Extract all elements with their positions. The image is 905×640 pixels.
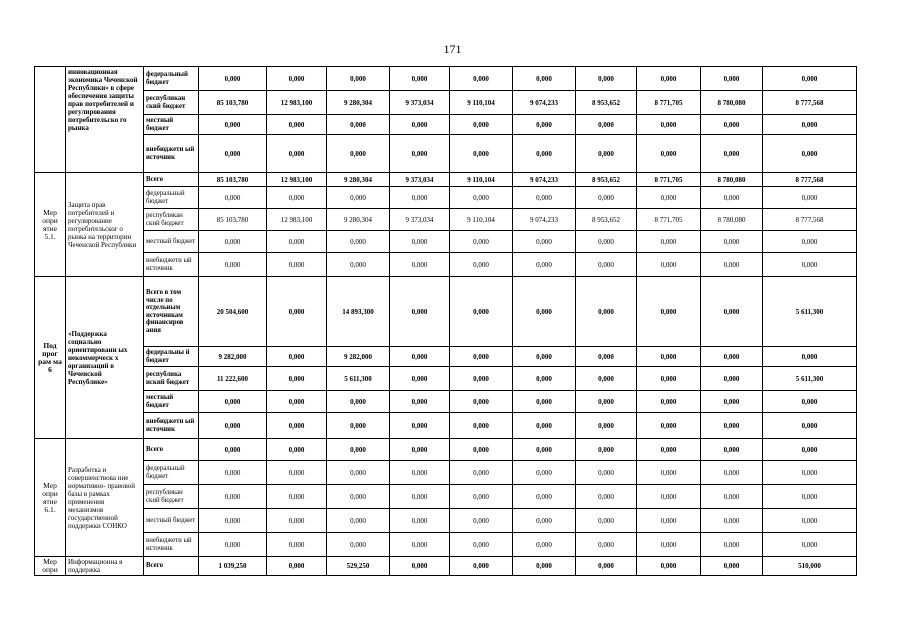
- amount-cell: 8 953,652: [576, 91, 637, 115]
- amount-cell: 0,000: [513, 67, 576, 91]
- amount-cell: 0,000: [267, 509, 327, 533]
- amount-cell: 0,000: [267, 347, 327, 367]
- table-row: [35, 135, 857, 173]
- table-row: [35, 91, 857, 115]
- amount-cell: 0,000: [267, 187, 327, 209]
- amount-cell: 0,000: [390, 557, 450, 576]
- amount-cell: 0,000: [637, 253, 701, 277]
- amount-cell: 0,000: [763, 135, 857, 173]
- funding-source-cell: республика нский бюджет: [144, 367, 199, 391]
- amount-cell: 0,000: [513, 413, 576, 439]
- amount-cell: 0,000: [450, 135, 513, 173]
- amount-cell: 0,000: [637, 115, 701, 135]
- program-name-cell: Информационна я поддержка: [66, 557, 144, 576]
- amount-cell: 0,000: [513, 187, 576, 209]
- amount-cell: 0,000: [701, 277, 763, 347]
- amount-cell: 0,000: [450, 485, 513, 509]
- amount-cell: 9 074,233: [513, 91, 576, 115]
- amount-cell: 8 953,652: [576, 173, 637, 187]
- program-code-cell: Мер опри ятие 6.1.: [35, 439, 66, 557]
- amount-cell: 0,000: [390, 509, 450, 533]
- amount-cell: 0,000: [701, 115, 763, 135]
- amount-cell: 0,000: [637, 187, 701, 209]
- table-row: [35, 231, 857, 253]
- page-number: 171: [443, 42, 462, 56]
- amount-cell: 0,000: [576, 67, 637, 91]
- amount-cell: 0,000: [576, 277, 637, 347]
- amount-cell: 0,000: [267, 485, 327, 509]
- amount-cell: 0,000: [701, 253, 763, 277]
- amount-cell: 9 282,000: [327, 347, 390, 367]
- amount-cell: 0,000: [701, 135, 763, 173]
- amount-cell: 9 373,034: [390, 209, 450, 231]
- amount-cell: 0,000: [267, 115, 327, 135]
- amount-cell: 0,000: [763, 391, 857, 413]
- program-name-cell: Разработка и совершенствова ние нормативно- правовой базы в рамках применения механизмов государственной поддержки СОНКО: [66, 439, 144, 557]
- program-name-cell: инновационная экономика Чеченской Республики» в сфере обеспечения защиты прав потребителей и регулирования потребительско го рынка: [66, 67, 144, 173]
- table-row: [35, 173, 857, 187]
- amount-cell: 0,000: [513, 485, 576, 509]
- table-row: [35, 277, 857, 347]
- amount-cell: 0,000: [576, 115, 637, 135]
- amount-cell: 0,000: [390, 461, 450, 485]
- program-code-cell: Под прог рам ма 6: [35, 277, 66, 439]
- amount-cell: 0,000: [637, 557, 701, 576]
- amount-cell: 0,000: [701, 413, 763, 439]
- amount-cell: 0,000: [199, 461, 267, 485]
- amount-cell: 0,000: [637, 461, 701, 485]
- amount-cell: 8 777,568: [763, 173, 857, 187]
- amount-cell: 0,000: [327, 439, 390, 461]
- budget-table: [34, 66, 857, 576]
- amount-cell: 0,000: [267, 391, 327, 413]
- amount-cell: 0,000: [576, 347, 637, 367]
- program-code-cell: [35, 67, 66, 173]
- amount-cell: 0,000: [513, 135, 576, 173]
- amount-cell: 0,000: [267, 231, 327, 253]
- amount-cell: 0,000: [450, 439, 513, 461]
- amount-cell: 0,000: [327, 413, 390, 439]
- amount-cell: 0,000: [450, 413, 513, 439]
- amount-cell: 0,000: [327, 485, 390, 509]
- amount-cell: 0,000: [267, 533, 327, 557]
- amount-cell: 0,000: [576, 413, 637, 439]
- amount-cell: 0,000: [390, 367, 450, 391]
- program-name-cell: Защита прав потребителей и регулирование потребительског о рынка на территории Чеченской Республики: [66, 173, 144, 277]
- amount-cell: 0,000: [199, 485, 267, 509]
- table-row: [35, 485, 857, 509]
- amount-cell: 0,000: [450, 557, 513, 576]
- amount-cell: 0,000: [513, 509, 576, 533]
- amount-cell: 0,000: [390, 231, 450, 253]
- amount-cell: 0,000: [763, 485, 857, 509]
- amount-cell: 0,000: [450, 509, 513, 533]
- amount-cell: 0,000: [576, 187, 637, 209]
- funding-source-cell: Всего: [144, 439, 199, 461]
- amount-cell: 0,000: [701, 461, 763, 485]
- amount-cell: 0,000: [576, 391, 637, 413]
- amount-cell: 12 983,100: [267, 91, 327, 115]
- amount-cell: 0,000: [701, 485, 763, 509]
- amount-cell: 0,000: [576, 509, 637, 533]
- amount-cell: 9 280,304: [327, 209, 390, 231]
- amount-cell: 9 280,304: [327, 173, 390, 187]
- amount-cell: 14 893,300: [327, 277, 390, 347]
- amount-cell: 0,000: [390, 413, 450, 439]
- amount-cell: 0,000: [763, 347, 857, 367]
- amount-cell: 0,000: [267, 67, 327, 91]
- funding-source-cell: местный бюджет: [144, 391, 199, 413]
- amount-cell: 8 953,652: [576, 209, 637, 231]
- funding-source-cell: Всего: [144, 557, 199, 576]
- amount-cell: 0,000: [763, 187, 857, 209]
- amount-cell: 0,000: [390, 277, 450, 347]
- amount-cell: 0,000: [637, 347, 701, 367]
- amount-cell: 1 039,250: [199, 557, 267, 576]
- amount-cell: 9 373,034: [390, 173, 450, 187]
- table-row: [35, 67, 857, 91]
- amount-cell: 0,000: [450, 277, 513, 347]
- amount-cell: 0,000: [701, 391, 763, 413]
- funding-source-cell: федеральный бюджет: [144, 461, 199, 485]
- amount-cell: 0,000: [327, 67, 390, 91]
- table-row: [35, 209, 857, 231]
- amount-cell: 0,000: [701, 231, 763, 253]
- amount-cell: 0,000: [199, 509, 267, 533]
- amount-cell: 0,000: [327, 135, 390, 173]
- table-row: [35, 461, 857, 485]
- amount-cell: 0,000: [327, 533, 390, 557]
- amount-cell: 0,000: [513, 461, 576, 485]
- table-row: [35, 439, 857, 461]
- amount-cell: 0,000: [513, 391, 576, 413]
- amount-cell: 0,000: [637, 509, 701, 533]
- amount-cell: 0,000: [513, 347, 576, 367]
- amount-cell: 0,000: [637, 277, 701, 347]
- amount-cell: 0,000: [701, 67, 763, 91]
- amount-cell: 5 611,300: [763, 277, 857, 347]
- amount-cell: 0,000: [701, 367, 763, 391]
- funding-source-cell: внебюджетн ый источник: [144, 413, 199, 439]
- amount-cell: 0,000: [576, 557, 637, 576]
- amount-cell: 0,000: [763, 231, 857, 253]
- amount-cell: 0,000: [513, 115, 576, 135]
- amount-cell: 0,000: [450, 67, 513, 91]
- amount-cell: 0,000: [450, 533, 513, 557]
- amount-cell: 12 983,100: [267, 173, 327, 187]
- amount-cell: 0,000: [199, 115, 267, 135]
- amount-cell: 9 373,034: [390, 91, 450, 115]
- amount-cell: 9 282,000: [199, 347, 267, 367]
- amount-cell: 8 771,705: [637, 173, 701, 187]
- amount-cell: 0,000: [513, 533, 576, 557]
- amount-cell: 12 983,100: [267, 209, 327, 231]
- amount-cell: 0,000: [513, 277, 576, 347]
- amount-cell: 0,000: [637, 367, 701, 391]
- amount-cell: 529,250: [327, 557, 390, 576]
- amount-cell: 0,000: [576, 461, 637, 485]
- amount-cell: 0,000: [763, 461, 857, 485]
- amount-cell: 0,000: [267, 277, 327, 347]
- amount-cell: 8 780,080: [701, 91, 763, 115]
- table-row: [35, 509, 857, 533]
- funding-source-cell: местный бюджет: [144, 231, 199, 253]
- amount-cell: 85 103,780: [199, 91, 267, 115]
- funding-source-cell: республикан ский бюджет: [144, 91, 199, 115]
- funding-source-cell: федеральный бюджет: [144, 67, 199, 91]
- amount-cell: 9 110,104: [450, 173, 513, 187]
- amount-cell: 0,000: [390, 115, 450, 135]
- amount-cell: 0,000: [267, 557, 327, 576]
- amount-cell: 0,000: [327, 115, 390, 135]
- amount-cell: 0,000: [701, 439, 763, 461]
- amount-cell: 0,000: [576, 253, 637, 277]
- amount-cell: 9 280,304: [327, 91, 390, 115]
- amount-cell: 0,000: [390, 135, 450, 173]
- amount-cell: 0,000: [327, 509, 390, 533]
- amount-cell: 0,000: [513, 231, 576, 253]
- funding-source-cell: федеральны й бюджет: [144, 347, 199, 367]
- amount-cell: 9 110,104: [450, 209, 513, 231]
- table-row: [35, 253, 857, 277]
- amount-cell: 0,000: [701, 557, 763, 576]
- amount-cell: 8 771,705: [637, 209, 701, 231]
- amount-cell: 85 103,780: [199, 209, 267, 231]
- amount-cell: 0,000: [763, 533, 857, 557]
- amount-cell: 0,000: [267, 413, 327, 439]
- funding-source-cell: внебюджети ый источник: [144, 253, 199, 277]
- amount-cell: 0,000: [701, 347, 763, 367]
- funding-source-cell: Всего в том числе по отдельным источникам финансиров ания: [144, 277, 199, 347]
- amount-cell: 0,000: [763, 67, 857, 91]
- amount-cell: 0,000: [450, 347, 513, 367]
- amount-cell: 8 777,568: [763, 91, 857, 115]
- amount-cell: 0,000: [450, 461, 513, 485]
- amount-cell: 0,000: [450, 367, 513, 391]
- amount-cell: 0,000: [637, 485, 701, 509]
- amount-cell: 0,000: [390, 533, 450, 557]
- amount-cell: 0,000: [199, 439, 267, 461]
- amount-cell: 0,000: [267, 253, 327, 277]
- amount-cell: 0,000: [637, 231, 701, 253]
- amount-cell: 0,000: [267, 461, 327, 485]
- table-row: [35, 413, 857, 439]
- amount-cell: 8 771,705: [637, 91, 701, 115]
- amount-cell: 0,000: [267, 135, 327, 173]
- amount-cell: 8 780,080: [701, 173, 763, 187]
- amount-cell: 0,000: [637, 533, 701, 557]
- funding-source-cell: республикан ский бюджет: [144, 485, 199, 509]
- program-code-cell: Мер опри ятие 5.1.: [35, 173, 66, 277]
- amount-cell: 0,000: [199, 135, 267, 173]
- amount-cell: 0,000: [390, 67, 450, 91]
- table-row: [35, 187, 857, 209]
- amount-cell: 0,000: [701, 533, 763, 557]
- amount-cell: 85 103,780: [199, 173, 267, 187]
- program-name-cell: «Поддержка социально ориентированн ых некоммерческ х организаций в Чеченской Республике»: [66, 277, 144, 439]
- amount-cell: 0,000: [576, 367, 637, 391]
- amount-cell: 0,000: [513, 253, 576, 277]
- funding-source-cell: местный бюджет: [144, 115, 199, 135]
- amount-cell: 0,000: [199, 391, 267, 413]
- amount-cell: 9 074,233: [513, 173, 576, 187]
- amount-cell: 0,000: [267, 439, 327, 461]
- amount-cell: 510,000: [763, 557, 857, 576]
- amount-cell: 0,000: [763, 413, 857, 439]
- amount-cell: 0,000: [450, 187, 513, 209]
- amount-cell: 0,000: [327, 461, 390, 485]
- program-code-cell: Мер опри: [35, 557, 66, 576]
- amount-cell: 0,000: [450, 115, 513, 135]
- amount-cell: 0,000: [199, 67, 267, 91]
- funding-source-cell: внебюджети ый источник: [144, 533, 199, 557]
- amount-cell: 5 611,300: [327, 367, 390, 391]
- amount-cell: 0,000: [450, 391, 513, 413]
- amount-cell: 0,000: [763, 253, 857, 277]
- funding-source-cell: федеральный бюджет: [144, 187, 199, 209]
- amount-cell: 0,000: [267, 367, 327, 391]
- table-row: [35, 557, 857, 576]
- amount-cell: 0,000: [763, 115, 857, 135]
- amount-cell: 0,000: [390, 347, 450, 367]
- funding-source-cell: республикан ский бюджет: [144, 209, 199, 231]
- amount-cell: 8 777,568: [763, 209, 857, 231]
- amount-cell: 0,000: [450, 231, 513, 253]
- amount-cell: 0,000: [637, 67, 701, 91]
- amount-cell: 0,000: [327, 253, 390, 277]
- amount-cell: 0,000: [390, 391, 450, 413]
- amount-cell: 0,000: [199, 413, 267, 439]
- amount-cell: 9 110,104: [450, 91, 513, 115]
- amount-cell: 0,000: [513, 367, 576, 391]
- amount-cell: 0,000: [701, 187, 763, 209]
- amount-cell: 5 611,300: [763, 367, 857, 391]
- funding-source-cell: внебюджети ый источник: [144, 135, 199, 173]
- amount-cell: 0,000: [701, 509, 763, 533]
- amount-cell: 0,000: [390, 253, 450, 277]
- amount-cell: 0,000: [390, 187, 450, 209]
- amount-cell: 0,000: [390, 439, 450, 461]
- table-row: [35, 347, 857, 367]
- amount-cell: 0,000: [450, 253, 513, 277]
- amount-cell: 0,000: [576, 533, 637, 557]
- amount-cell: 0,000: [637, 439, 701, 461]
- amount-cell: 0,000: [327, 231, 390, 253]
- amount-cell: 9 074,233: [513, 209, 576, 231]
- amount-cell: 0,000: [199, 533, 267, 557]
- table-row: [35, 533, 857, 557]
- amount-cell: 0,000: [576, 231, 637, 253]
- amount-cell: 0,000: [199, 231, 267, 253]
- amount-cell: 0,000: [763, 439, 857, 461]
- table-row: [35, 391, 857, 413]
- amount-cell: 0,000: [576, 135, 637, 173]
- table-row: [35, 115, 857, 135]
- amount-cell: 0,000: [576, 439, 637, 461]
- amount-cell: 0,000: [327, 391, 390, 413]
- amount-cell: 0,000: [513, 557, 576, 576]
- table-row: [35, 367, 857, 391]
- amount-cell: 0,000: [327, 187, 390, 209]
- amount-cell: 0,000: [390, 485, 450, 509]
- amount-cell: 0,000: [637, 391, 701, 413]
- amount-cell: 20 504,600: [199, 277, 267, 347]
- table-body: [35, 67, 857, 576]
- amount-cell: 0,000: [199, 253, 267, 277]
- amount-cell: 0,000: [637, 135, 701, 173]
- amount-cell: 0,000: [763, 509, 857, 533]
- amount-cell: 0,000: [637, 413, 701, 439]
- funding-source-cell: местный бюджет: [144, 509, 199, 533]
- funding-source-cell: Всего: [144, 173, 199, 187]
- amount-cell: 11 222,600: [199, 367, 267, 391]
- amount-cell: 0,000: [576, 485, 637, 509]
- amount-cell: 8 780,080: [701, 209, 763, 231]
- amount-cell: 0,000: [513, 439, 576, 461]
- amount-cell: 0,000: [199, 187, 267, 209]
